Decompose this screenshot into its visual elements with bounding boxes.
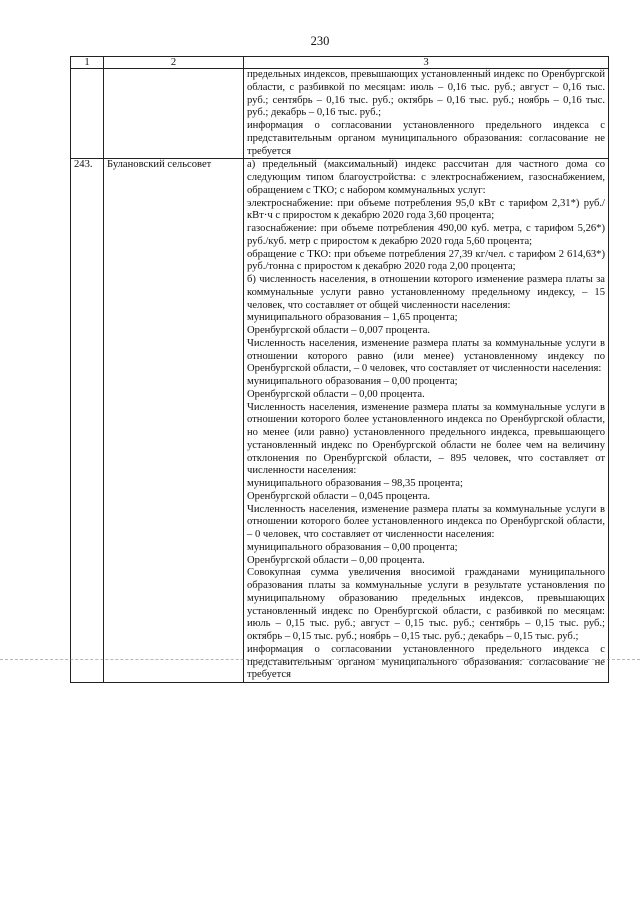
paragraph: Численность населения, изменение размера платы за коммунальные услуги в отношении которого более установленного индекса по Оренбургской области, но менее (или равно) установленного предельного индекса, превышающего установленный индекс по Оренбургской области не более чем на величину отклонения по Оренбургской области, – 895 человек, что составляет от численности населения: (247, 401, 605, 477)
paragraph: а) предельный (максимальный) индекс рассчитан для частного дома со следующим типом благоустройства: с электроснабжением, газоснабжением, обращением с ТКО; с набором коммунальных услуг: (247, 159, 605, 196)
table-row (71, 159, 609, 683)
paragraph: муниципального образования – 0,00 процента; (247, 541, 458, 553)
scan-fold-line (0, 659, 640, 660)
paragraph: Оренбургской области – 0,045 процента. (247, 490, 431, 502)
continuation-name-cell (104, 69, 244, 159)
paragraph: Оренбургской области – 0,00 процента. (247, 554, 425, 566)
row-details (244, 159, 609, 683)
paragraph: обращение с ТКО: при объеме потребления 27,39 кг/чел. с тарифом 2 614,63*) руб./тонна с приростом к декабрю 2020 года 2,00 процента; (247, 248, 605, 273)
paragraph: Численность населения, изменение размера платы за коммунальные услуги в отношении которого более установленного индекса по Оренбургской области, – 0 человек, что составляет от численности населения: (247, 503, 605, 540)
column-header-2: 2 (104, 57, 244, 69)
document-table (70, 56, 609, 683)
paragraph: электроснабжение: при объеме потребления 95,0 кВт с тарифом 2,31*) руб./кВт·ч с приростом к декабрю 2020 года 3,60 процента; (247, 197, 605, 222)
row-municipality-name: Булановский сельсовет (104, 159, 244, 683)
continuation-text-cell (244, 69, 609, 159)
paragraph: муниципального образования – 98,35 процента; (247, 478, 463, 489)
paragraph: информация о согласовании установленного предельного индекса с представительным органом муниципального образования: согласование не требуется (247, 643, 605, 681)
column-header-1: 1 (71, 57, 104, 69)
continuation-paragraph: информация о согласовании установленного предельного индекса с представительным органом муниципального образования: согласование не требуется (247, 120, 605, 157)
continuation-number-cell (71, 69, 104, 159)
table-header-row (71, 57, 609, 69)
continuation-row (71, 69, 609, 159)
paragraph: Совокупная сумма увеличения вносимой гражданами муниципального образования платы за коммунальные услуги в результате установления по муниципальному образованию предельных индексов, превышающих установленный индекс по Оренбургской области, с разбивкой по месяцам: июль – 0,15 тыс. руб.; август – 0,15 тыс. руб.; сентябрь – 0,15 тыс. руб.; октябрь – 0,15 тыс. руб.; ноябрь – 0,15 тыс. руб.; декабрь – 0,15 тыс. руб.; (247, 567, 605, 642)
paragraph: газоснабжение: при объеме потребления 490,00 куб. метра, с тарифом 5,26*) руб./куб. метр с приростом к декабрю 2020 года 5,60 процента; (247, 223, 605, 247)
paragraph: муниципального образования – 0,00 процента; (247, 376, 458, 387)
row-number: 243. (71, 159, 104, 683)
paragraph: Оренбургской области – 0,007 процента. (247, 325, 431, 336)
continuation-paragraph: предельных индексов, превышающих установленный индекс по Оренбургской области, с разбивкой по месяцам: июль – 0,16 тыс. руб.; август – 0,16 тыс. руб.; сентябрь – 0,16 тыс. руб.; октябрь – 0,16 тыс. руб.; ноябрь – 0,16 тыс. руб.; декабрь – 0,16 тыс. руб.; (247, 69, 605, 119)
paragraph: Оренбургской области – 0,00 процента. (247, 388, 425, 400)
paragraph: Численность населения, изменение размера платы за коммунальные услуги в отношении которого равно (или менее) установленному индексу по Оренбургской области, – 0 человек, что составляет от численности населения: (247, 337, 605, 375)
paragraph: муниципального образования – 1,65 процента; (247, 312, 458, 324)
page-number: 230 (310, 34, 330, 48)
paragraph: б) численность населения, в отношении которого изменение размера платы за коммунальные услуги равно установленному предельному индексу, – 15 человек, что составляет от общей численности населения: (247, 274, 605, 311)
column-header-3: 3 (244, 57, 609, 69)
